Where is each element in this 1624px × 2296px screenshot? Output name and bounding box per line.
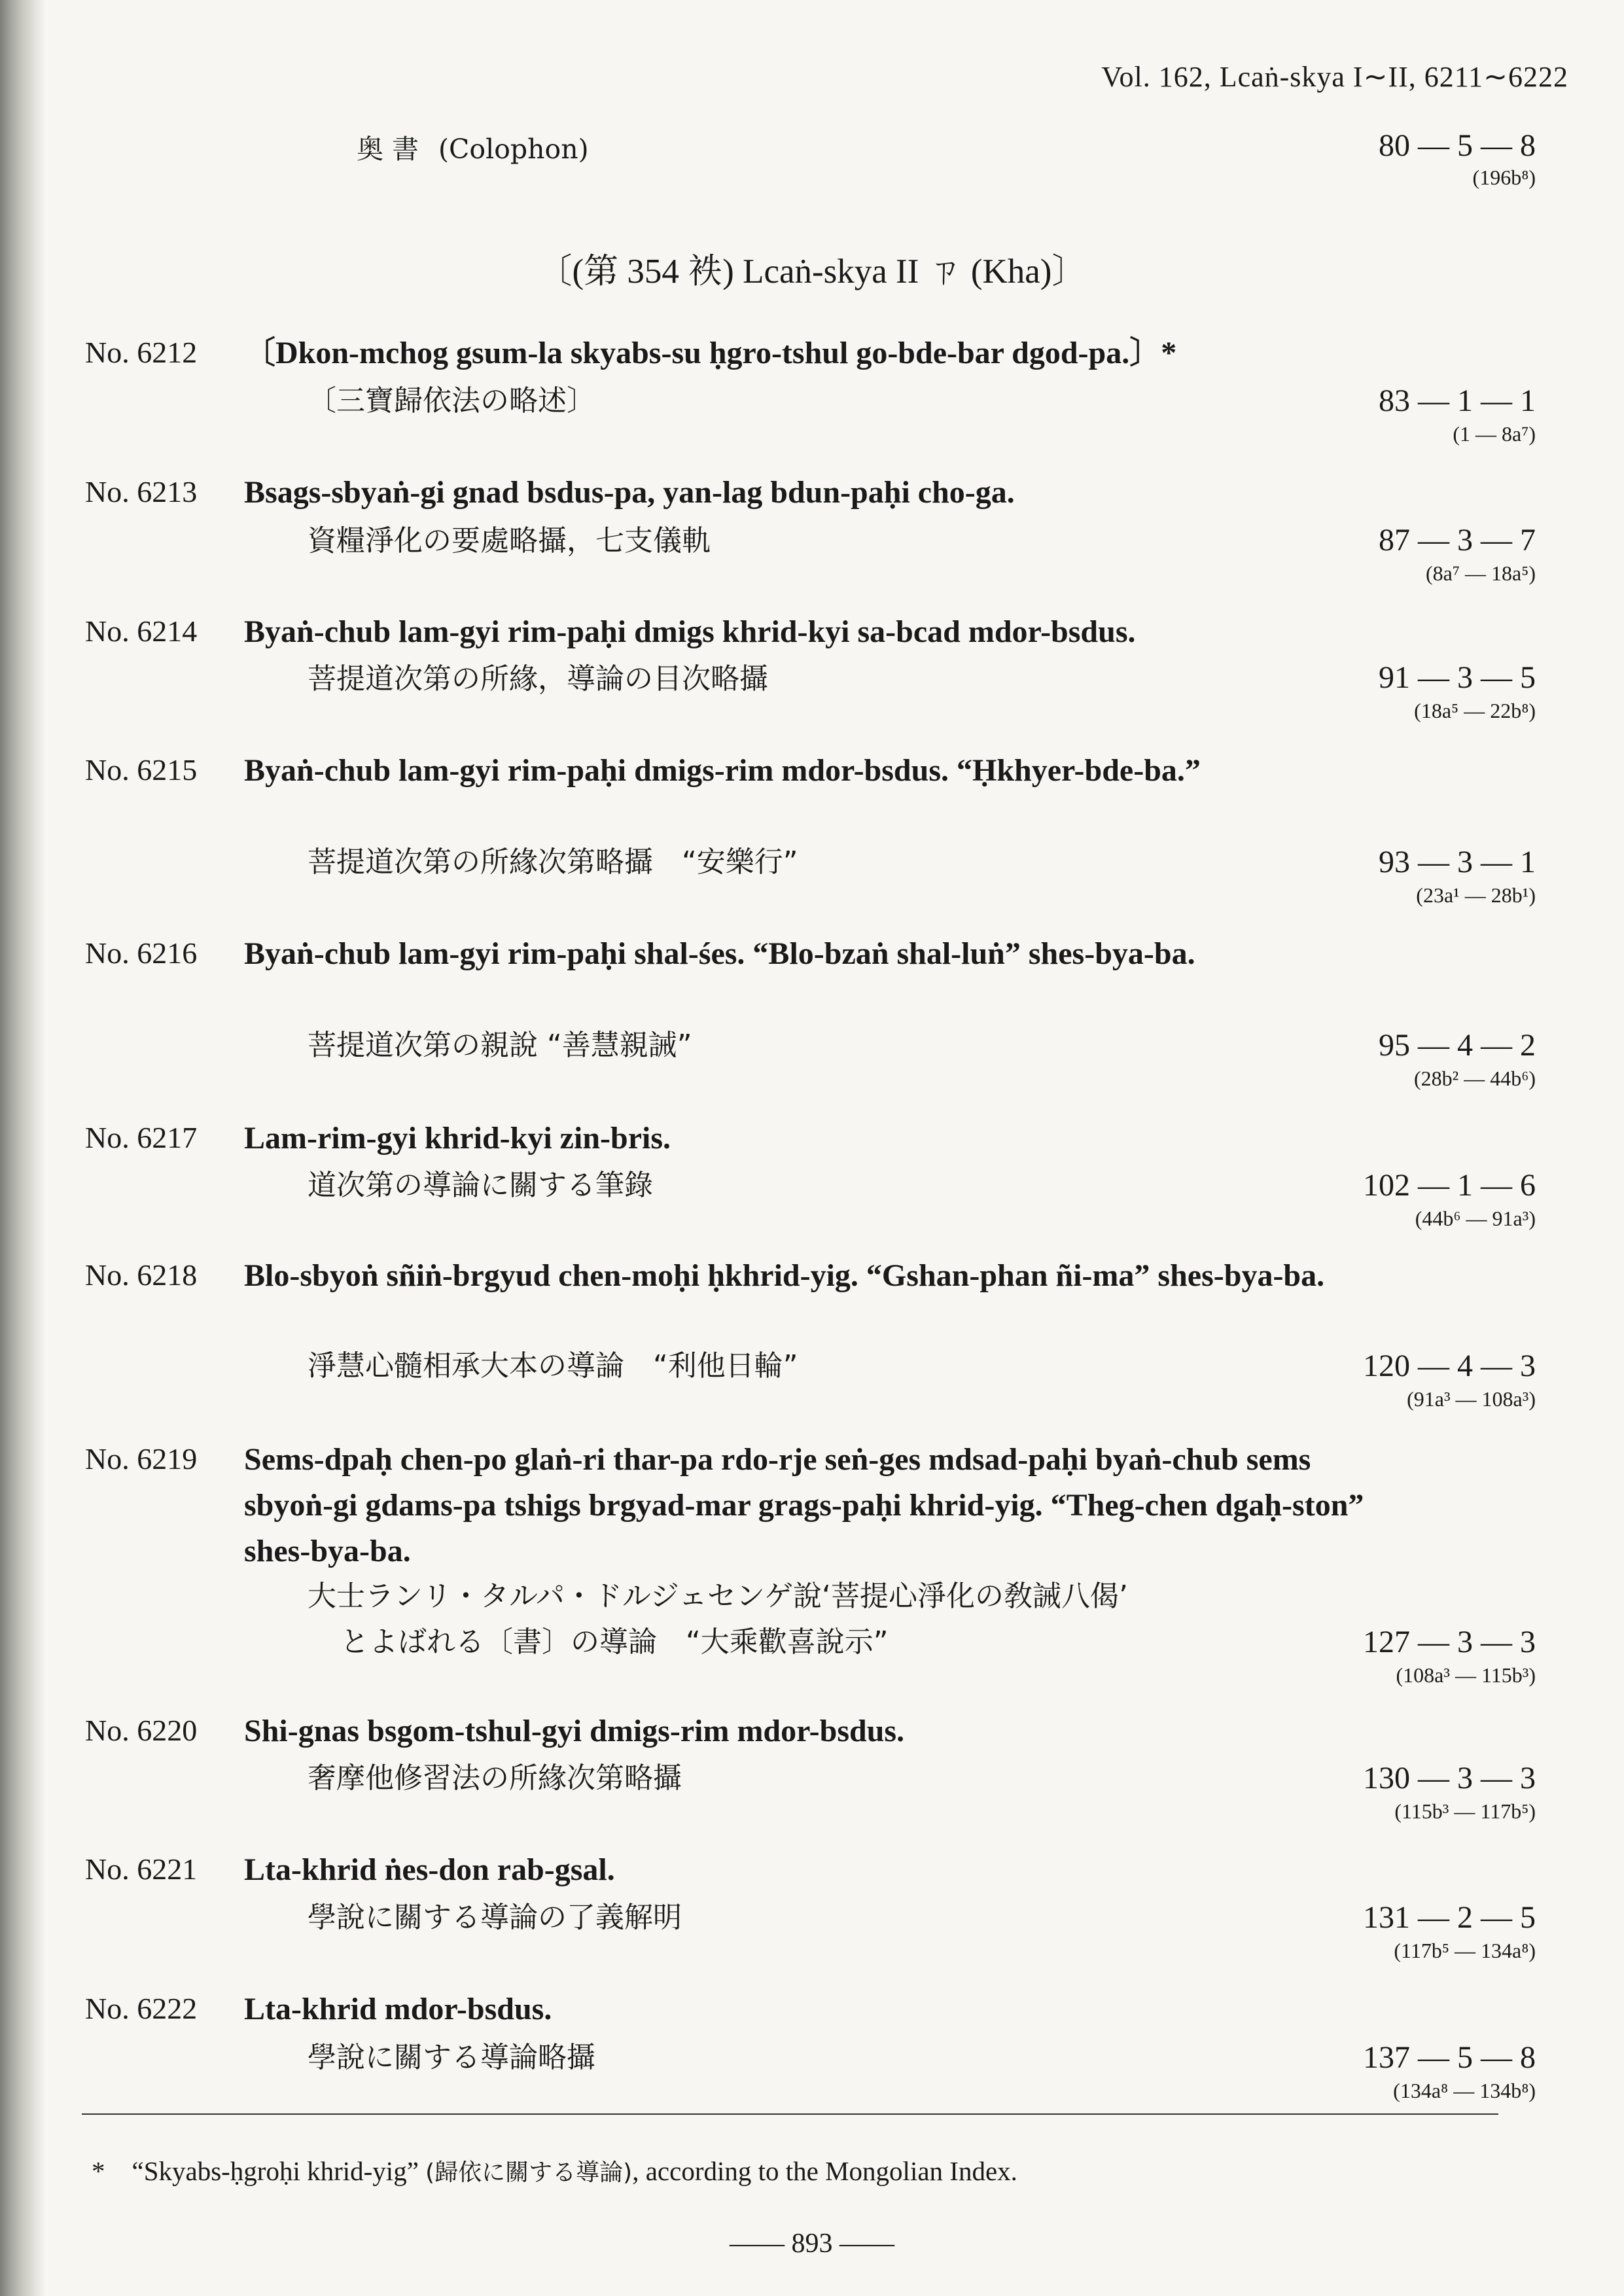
page-number: —— 893 —— bbox=[730, 2229, 894, 2259]
entry-title: Bsags-sbyaṅ-gi gnad bsdus-pa, yan-lag bdun-paḥi cho-ga. bbox=[244, 475, 1015, 510]
entry-folio: (8a⁷ — 18a⁵) bbox=[1425, 561, 1536, 585]
entry-jp: 菩提道次第の所緣，導論の目次略攝 bbox=[308, 662, 768, 696]
entry-title: Lta-khrid mdor-bsdus. bbox=[244, 1992, 552, 2026]
footnote-divider bbox=[82, 2113, 1498, 2115]
entry-folio: (28b² — 44b⁶) bbox=[1413, 1067, 1536, 1090]
entry-ref: 83 — 1 — 1 bbox=[1379, 383, 1536, 418]
entry-number: No. 6218 bbox=[85, 1258, 198, 1292]
running-header: Vol. 162, Lcaṅ-skya I∼II, 6211∼6222 bbox=[1101, 61, 1568, 93]
entry-jp: 學說に關する導論の了義解明 bbox=[308, 1901, 682, 1934]
colophon-ref: 80 — 5 — 8 bbox=[1379, 128, 1536, 163]
book-binding-shadow bbox=[0, 0, 46, 2296]
entry-number: No. 6222 bbox=[85, 1992, 198, 2025]
entry-number: No. 6214 bbox=[85, 614, 198, 648]
entry-number: No. 6219 bbox=[85, 1442, 198, 1475]
entry-number: No. 6220 bbox=[85, 1714, 198, 1747]
entry-title: Byaṅ-chub lam-gyi rim-paḥi shal-śes. “Blo-bzaṅ shal-luṅ” shes-bya-ba. bbox=[244, 936, 1195, 971]
footnote-marker: * bbox=[92, 2156, 105, 2186]
entry-folio: (1 — 8a⁷) bbox=[1453, 422, 1536, 446]
entry-jp: 奢摩他修習法の所緣次第略攝 bbox=[308, 1761, 682, 1795]
entry-jp: 淨慧心髓相承大本の導論 “利他日輪” bbox=[308, 1349, 798, 1383]
entry-number: No. 6216 bbox=[85, 936, 198, 970]
entry-jp: 〔三寶歸依法の略述〕 bbox=[308, 384, 595, 417]
entry-folio: (117b⁵ — 134a⁸) bbox=[1394, 1939, 1536, 1962]
entry-title: Shi-gnas bsgom-tshul-gyi dmigs-rim mdor-bsdus. bbox=[244, 1714, 905, 1748]
section-title: 〔(第 354 袟) Lcaṅ-skya II ㄗ (Kha)〕 bbox=[537, 253, 1087, 291]
entry-folio: (115b³ — 117b⁵) bbox=[1394, 1799, 1536, 1823]
entry-ref: 95 — 4 — 2 bbox=[1379, 1028, 1536, 1063]
entry-title: Lta-khrid ṅes-don rab-gsal. bbox=[244, 1852, 615, 1887]
colophon-label bbox=[357, 128, 589, 166]
entry-title: Byaṅ-chub lam-gyi rim-paḥi dmigs khrid-kyi sa-bcad mdor-bsdus. bbox=[244, 614, 1136, 649]
entry-title: Blo-sbyoṅ sñiṅ-brgyud chen-moḥi ḥkhrid-yig. “Gshan-phan ñi-ma” shes-bya-ba. bbox=[244, 1258, 1325, 1293]
entry-folio: (18a⁵ — 22b⁸) bbox=[1414, 699, 1536, 722]
entry-jp: 大士ランリ・タルパ・ドルジェセンゲ說‘菩提心淨化の敎誡八偈’ bbox=[308, 1580, 1129, 1613]
entry-folio: (134a⁸ — 134b⁸) bbox=[1393, 2079, 1536, 2102]
entry-number: No. 6217 bbox=[85, 1121, 198, 1154]
entry-number: No. 6215 bbox=[85, 753, 198, 786]
entry-jp: 菩提道次第の親說 “善慧親誡” bbox=[308, 1029, 692, 1062]
entry-jp: 資糧淨化の要處略攝，七支儀軌 bbox=[308, 524, 711, 557]
entry-folio: (91a³ — 108a³) bbox=[1407, 1387, 1536, 1411]
entry-jp-continued: とよばれる〔書〕の導論 “大乘歡喜說示” bbox=[340, 1625, 889, 1659]
colophon-label-jp: 奥 書 bbox=[357, 133, 419, 165]
entry-number: No. 6213 bbox=[85, 475, 198, 508]
entry-folio: (44b⁶ — 91a³) bbox=[1415, 1207, 1536, 1230]
entry-number: No. 6221 bbox=[85, 1852, 198, 1886]
entry-ref: 137 — 5 — 8 bbox=[1363, 2040, 1536, 2075]
entry-title: Sems-dpaḥ chen-po glaṅ-ri thar-pa rdo-rje seṅ-ges mdsad-paḥi byaṅ-chub sems sbyoṅ-gi gdams-pa tshigs brgyad-mar grags-paḥi khrid-yig. “Theg-chen dgaḥ-ston” shes-bya-ba. bbox=[244, 1442, 1364, 1568]
footnote-text: , according to the Mongolian Index. bbox=[632, 2156, 1017, 2186]
entry-folio: (108a³ — 115b³) bbox=[1396, 1663, 1536, 1687]
footnote bbox=[92, 2154, 1017, 2187]
entry-title: Byaṅ-chub lam-gyi rim-paḥi dmigs-rim mdor-bsdus. “Ḥkhyer-bde-ba.” bbox=[244, 753, 1201, 788]
footnote-jp: (歸依に關する導論) bbox=[425, 2159, 633, 2186]
entry-jp: 菩提道次第の所緣次第略攝 “安樂行” bbox=[308, 845, 798, 879]
entry-ref: 93 — 3 — 1 bbox=[1379, 845, 1536, 879]
entry-ref: 87 — 3 — 7 bbox=[1379, 523, 1536, 557]
entry-jp: 道次第の導論に關する筆錄 bbox=[308, 1169, 653, 1202]
entry-number: No. 6212 bbox=[85, 336, 198, 369]
entry-title: Lam-rim-gyi khrid-kyi zin-bris. bbox=[244, 1121, 671, 1156]
entry-ref: 120 — 4 — 3 bbox=[1363, 1349, 1536, 1383]
entry-title: 〔Dkon-mchog gsum-la skyabs-su ḥgro-tshul go-bde-bar dgod-pa.〕* bbox=[244, 336, 1177, 370]
entry-folio: (23a¹ — 28b¹) bbox=[1416, 883, 1536, 907]
entry-ref: 91 — 3 — 5 bbox=[1379, 660, 1536, 695]
entry-ref: 127 — 3 — 3 bbox=[1363, 1625, 1536, 1659]
colophon-label-en: (Colophon) bbox=[438, 133, 589, 165]
entry-ref: 131 — 2 — 5 bbox=[1363, 1900, 1536, 1935]
entry-ref: 130 — 3 — 3 bbox=[1363, 1761, 1536, 1795]
entry-ref: 102 — 1 — 6 bbox=[1363, 1168, 1536, 1203]
entry-jp: 學說に關する導論略攝 bbox=[308, 2041, 595, 2074]
colophon-folio: (196b⁸) bbox=[1472, 166, 1536, 189]
footnote-title: “Skyabs-ḥgroḥi khrid-yig” bbox=[132, 2156, 419, 2186]
